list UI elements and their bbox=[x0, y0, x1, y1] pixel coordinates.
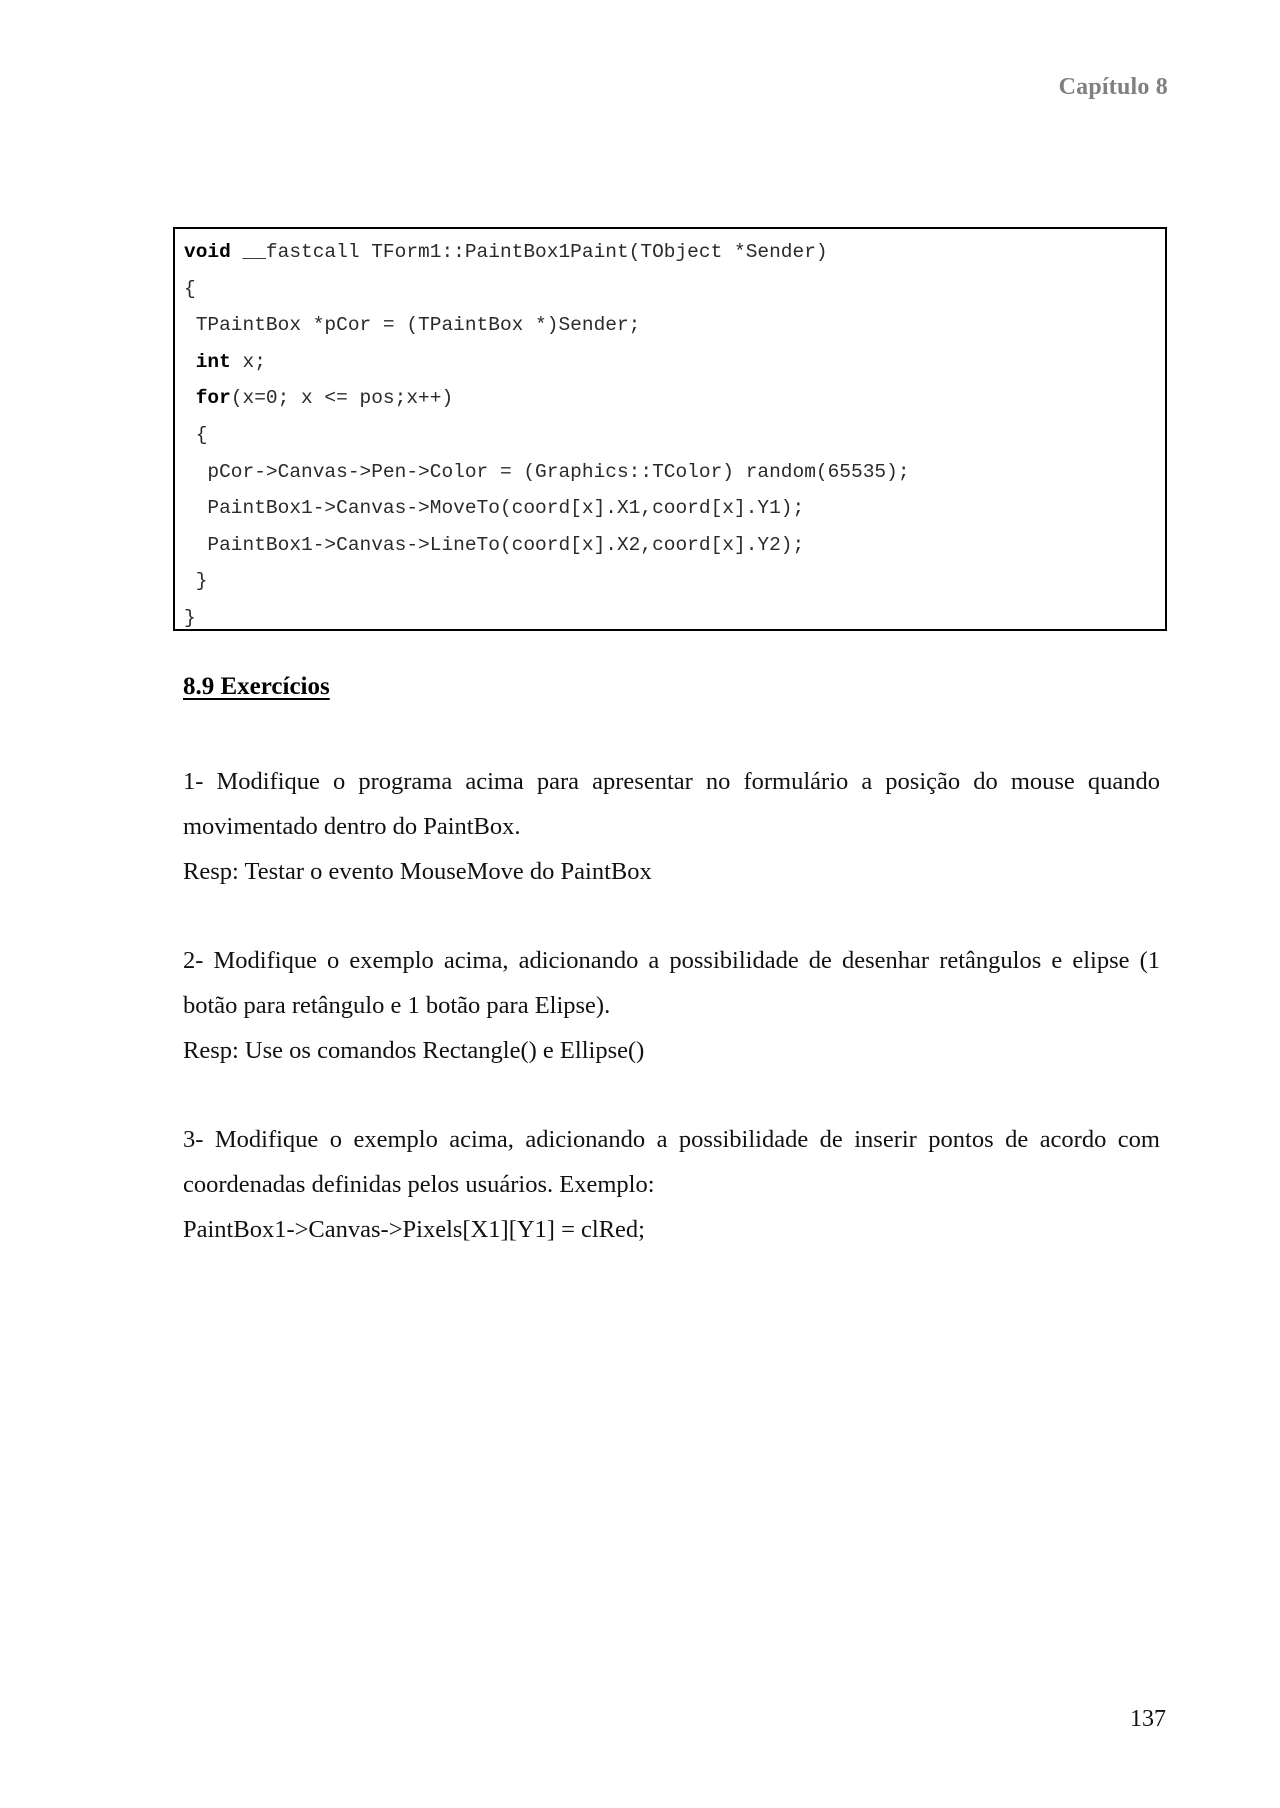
code-listing bbox=[173, 227, 1167, 631]
exercise-3 bbox=[183, 1117, 1160, 1252]
code-text: __fastcall TForm1::PaintBox1Paint(TObject *Sender) bbox=[230, 241, 828, 263]
code-text: } bbox=[184, 606, 196, 629]
code-line bbox=[184, 527, 1165, 564]
chapter-header: Capítulo 8 bbox=[1058, 74, 1168, 100]
exercise-text: 1- Modifique o programa acima para apresentar no formulário a posição do mouse quando movimentado dentro do PaintBox. bbox=[183, 768, 1160, 840]
code-line bbox=[184, 563, 1165, 600]
code-text: { bbox=[184, 277, 196, 300]
code-line bbox=[184, 454, 1165, 491]
exercise-1 bbox=[183, 759, 1160, 894]
exercise-2 bbox=[183, 938, 1160, 1073]
code-line bbox=[184, 600, 1165, 637]
exercise-text: 2- Modifique o exemplo acima, adicionando a possibilidade de desenhar retângulos e elipse (1 botão para retângulo e 1 botão para Elipse). bbox=[183, 947, 1160, 1019]
code-text: TPaintBox *pCor = (TPaintBox *)Sender; bbox=[184, 314, 641, 337]
page-number: 137 bbox=[1130, 1706, 1166, 1732]
code-text: PaintBox1->Canvas->MoveTo(coord[x].X1,coord[x].Y1); bbox=[184, 497, 805, 520]
code-text: { bbox=[184, 423, 208, 446]
code-line bbox=[184, 417, 1165, 454]
code-keyword: for bbox=[184, 387, 231, 410]
exercise-response: Resp: Testar o evento MouseMove do PaintBox bbox=[183, 858, 652, 885]
code-keyword: void bbox=[184, 241, 231, 263]
exercise-response: PaintBox1->Canvas->Pixels[X1][Y1] = clRed; bbox=[183, 1216, 645, 1243]
code-text: } bbox=[184, 570, 208, 593]
exercise-response: Resp: Use os comandos Rectangle() e Ellipse() bbox=[183, 1037, 645, 1064]
code-line bbox=[184, 380, 1165, 417]
code-text: x; bbox=[230, 350, 266, 373]
code-text: pCor->Canvas->Pen->Color = (Graphics::TColor) random(65535); bbox=[184, 460, 910, 483]
section-heading: 8.9 Exercícios bbox=[183, 673, 330, 700]
code-line bbox=[184, 271, 1165, 308]
exercise-text: 3- Modifique o exemplo acima, adicionando a possibilidade de inserir pontos de acordo com coordenadas definidas pelos usuários. Exemplo: bbox=[183, 1126, 1160, 1198]
code-line bbox=[184, 234, 1165, 271]
code-text: PaintBox1->Canvas->LineTo(coord[x].X2,coord[x].Y2); bbox=[184, 533, 805, 556]
code-line bbox=[184, 307, 1165, 344]
code-line bbox=[184, 344, 1165, 381]
code-text: (x=0; x <= pos;x++) bbox=[230, 387, 454, 410]
code-keyword: int bbox=[184, 350, 231, 373]
code-line bbox=[184, 490, 1165, 527]
